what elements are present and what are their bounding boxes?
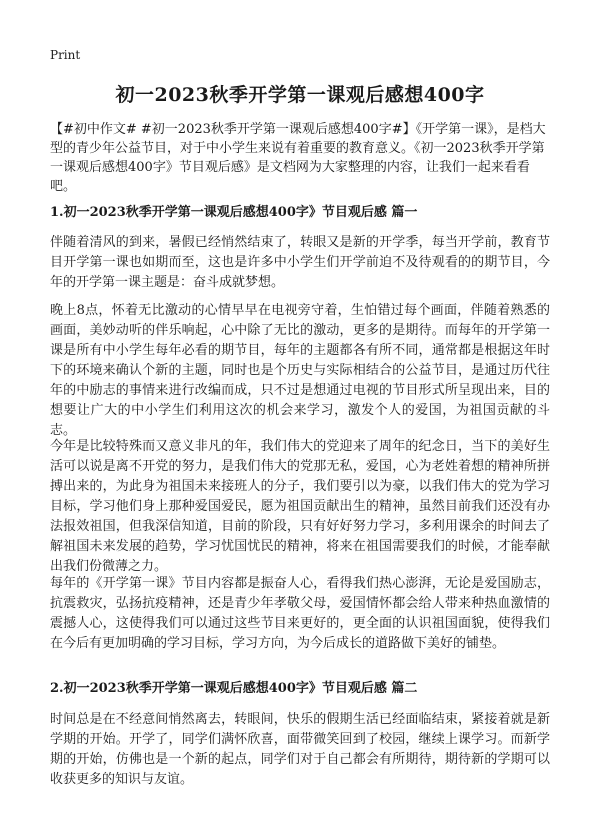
page-title: 初一2023秋季开学第一课观后感想400字 [115, 84, 485, 106]
section-1-heading: 1.初一2023秋季开学第一课观后感想400字》节目观后感 篇一 [50, 205, 418, 220]
print-link[interactable]: Print [50, 48, 81, 62]
section-2-paragraph-1: 时间总是在不经意间悄然离去，转眼间，快乐的假期生活已经面临结束，紧接着就是新学期的开始。开学了，同学们满怀欣喜，面带微笑回到了校园，继续上课学习。而新学期的开始，仿佛也是一个新的起点，同学们对于自己都会有所期待，期待新的学期可以收获更多的知识与友谊。 [50, 712, 550, 787]
section-1-paragraph-1: 伴随着清风的到来，暑假已经悄然结束了，转眼又是新的开学季，每当开学前，教育节目开学第一课也如期而至，这也是许多中小学生们开学前迫不及待观看的的期节目，今年的开学第一课主题是：奋斗成就梦想。 [50, 235, 550, 290]
section-1-paragraph-2: 晚上8点，怀着无比激动的心情早早在电视旁守着，生怕错过每个画面，伴随着熟悉的画面，美妙动听的伴乐响起，心中除了无比的激动，更多的是期待。而每年的开学第一课是所有中小学生每年必看的期节目，每年的主题都各有所不同，通常都是根据这年时下的环境来确认个新的主题，同时也是个历史与实际相结合的公益节目，是通过历代往年的中励志的事情来进行改编而成，只不过是想通过电视的节目形式所呈现出来，目的想要让广大的中小学生们利用这次的机会来学习，激发个人的爱国，为祖国贡献的斗志。 [50, 303, 550, 438]
intro-paragraph: 【#初中作文# #初一2023秋季开学第一课观后感想400字#】《开学第一课》，是档大型的青少年公益节目，对于中小学生来说有着重要的教育意义。《初一2023秋季开学第一课观后感想400字》节目观后感》是文档网为大家整理的内容，让我们一起来看看吧。 [50, 122, 546, 194]
section-1-paragraph-4: 每年的《开学第一课》节目内容都是振奋人心，看得我们热心澎湃，无论是爱国励志，抗震救灾，弘扬抗疫精神，还是青少年孝敬父母，爱国情怀都会给人带来种热血激情的震撼人心，这使得我们可以通过这些节目来更好的，更全面的认识祖国面貌，使得我们在今后有更加明确的学习目标，学习方向，为今后成长的道路做下美好的铺垫。 [50, 576, 550, 651]
section-1-paragraph-3: 今年是比较特殊而又意义非凡的年，我们伟大的党迎来了周年的纪念日，当下的美好生活可以说是离不开党的努力，是我们伟大的党那无私，爱国，心为老姓着想的精神所拼搏出来的，为此身为祖国未来接班人的分子，我们要引以为豪，以我们伟大的党为学习目标，学习他们身上那种爱国爱民，愿为祖国贡献出生的精神，虽然目前我们还没有办法报效祖国，但我深信知道，目前的阶段，只有好好努力学习，多利用课余的时间去了解祖国未来发展的趋势，学习忧国忧民的精神，将来在祖国需要我们的时候，才能奉献出我们份微薄之力。 [50, 439, 550, 574]
section-2-heading: 2.初一2023秋季开学第一课观后感想400字》节目观后感 篇二 [50, 681, 418, 696]
